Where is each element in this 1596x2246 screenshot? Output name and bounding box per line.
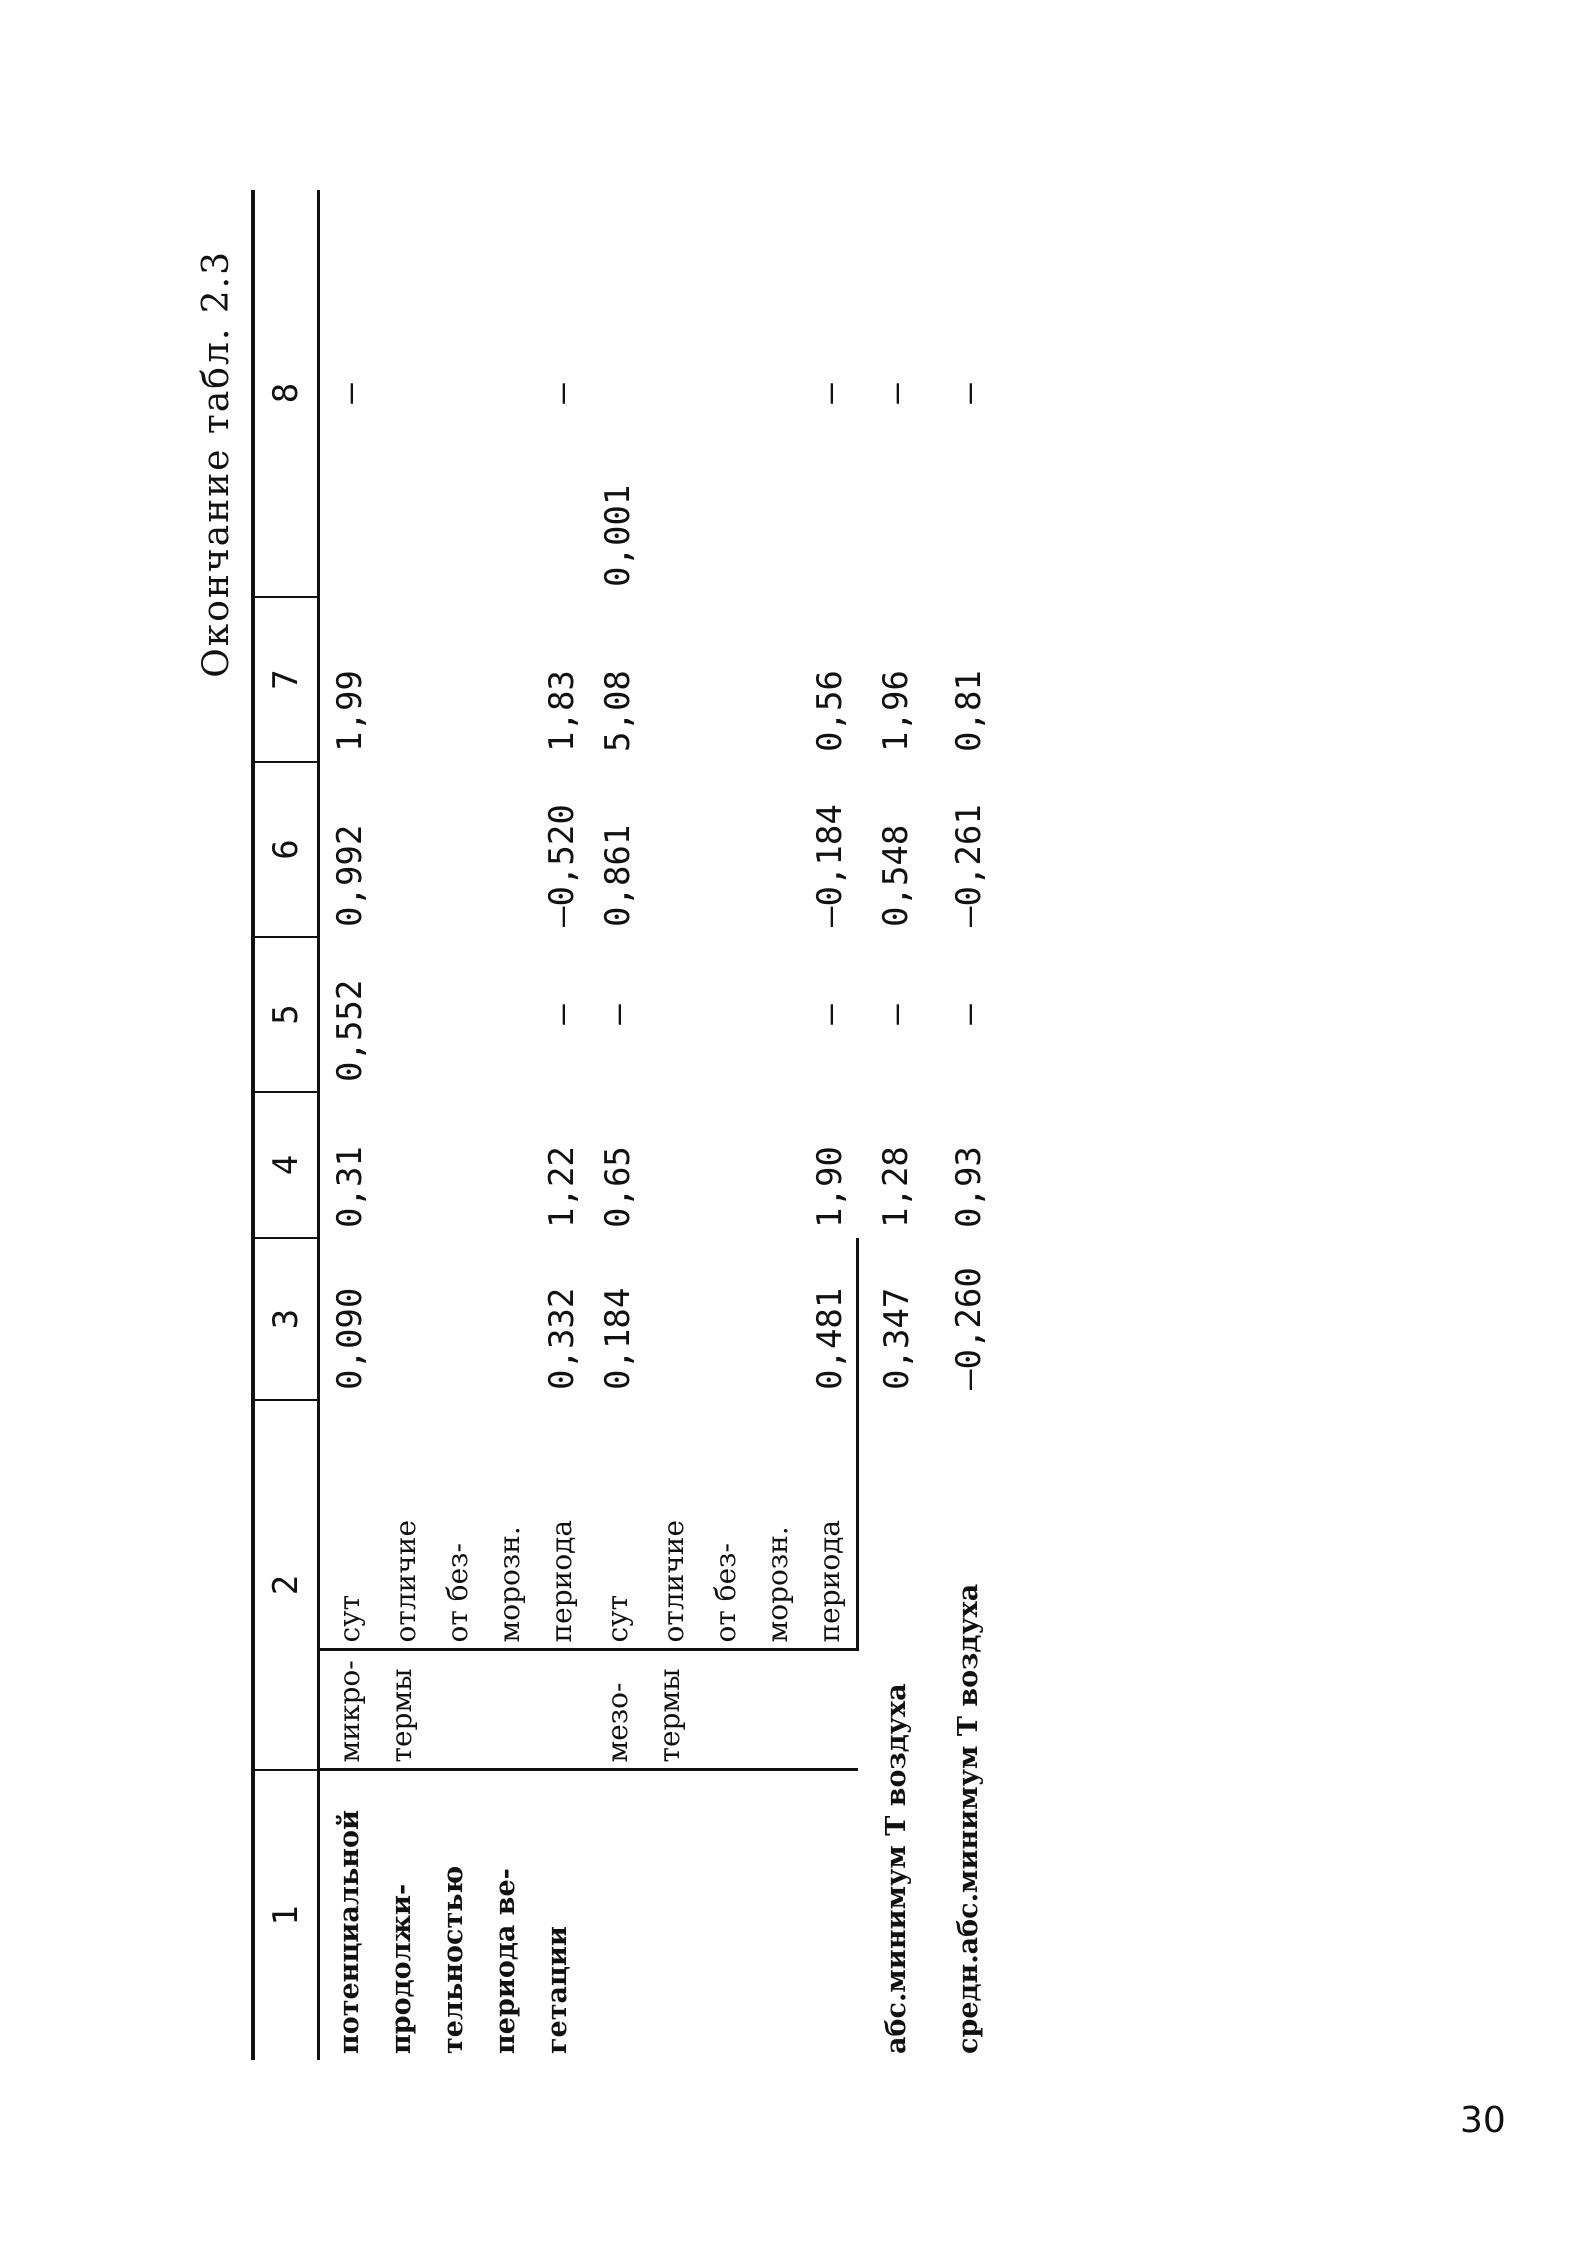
cell-c7: 0,81 [949,670,989,752]
cell-c7: 1,83 [542,670,582,752]
cell-c4: 0,93 [949,1146,989,1228]
cell-c7: 1,99 [330,670,370,752]
table-row [319,190,377,2060]
sub-label: отличие от без- морозн. периода [644,1400,858,1650]
cell-c4: 1,22 [542,1146,582,1228]
cell-c3: 0,347 [877,1287,917,1390]
cell-c8: – [875,383,916,404]
cell-c7: 0,56 [810,670,850,752]
cell-c7: 5,08 [598,670,638,752]
cell-c4: 0,31 [330,1146,370,1228]
cell-c4: 1,90 [810,1146,850,1228]
cell-c8: – [810,383,850,404]
cell-c6: 0,992 [330,824,370,927]
cell-c3: 0,481 [644,1238,858,1400]
table-row [923,190,995,2060]
cell-c5: – [949,1004,989,1025]
sub-label: отличие от без- морозн. периода [376,1400,588,1650]
header-col-3: 3 [253,1238,319,1400]
cell-c5: – [810,1004,850,1025]
cell-c3: 0,090 [330,1287,370,1390]
header-col-2: 2 [253,1400,319,1770]
cell-c5: 0,552 [330,979,370,1082]
cell-c3: 0,332 [542,1287,582,1390]
cell-c3: 0,184 [598,1287,638,1390]
header-col-6: 6 [253,762,319,937]
table-caption: Окончание табл. 2.3 [196,250,237,678]
cell-c8: 0,001 [598,484,638,587]
cell-c4: 0,65 [598,1146,638,1228]
cell-c6: –0,261 [949,804,989,927]
cell-c6: –0,184 [810,804,850,927]
cell-c3: –0,260 [949,1267,989,1390]
table-row [858,190,924,2060]
cell-c6: 0,548 [875,824,916,927]
data-table [251,190,995,2060]
header-col-1: 1 [253,1770,319,2060]
cell-c4: 1,28 [875,1146,916,1228]
header-col-5: 5 [253,937,319,1092]
row-label-potential: потенциальной продолжи- тельностью периода ве- гетации [334,1809,573,2054]
table-header-row [253,190,319,2060]
cell-c6: –0,520 [542,804,582,927]
rotated-table-block [195,190,995,2060]
cell-c6: 0,861 [598,824,638,927]
cell-c5: – [875,1004,916,1025]
cell-c8: – [949,383,989,404]
cell-c5: – [542,1004,582,1025]
header-col-8: 8 [253,190,319,597]
sub-label: сут [319,1400,377,1650]
cell-c8: – [542,383,582,404]
sub-label: сут [588,1400,644,1650]
group-label-meso: мезо- термы [588,1650,858,1770]
header-col-4: 4 [253,1092,319,1238]
group-label-micro: микро- термы [319,1650,589,1770]
row-label-abs-min: абс.минимум Т воздуха [881,1683,912,2054]
cell-c7: 1,96 [875,670,916,752]
header-col-7: 7 [253,597,319,762]
cell-c5: – [598,1004,638,1025]
row-label-mean-abs-min: средн.абс.минимум Т воздуха [953,1583,984,2054]
page-number: 30 [1460,2100,1506,2141]
cell-c8: – [330,383,370,404]
